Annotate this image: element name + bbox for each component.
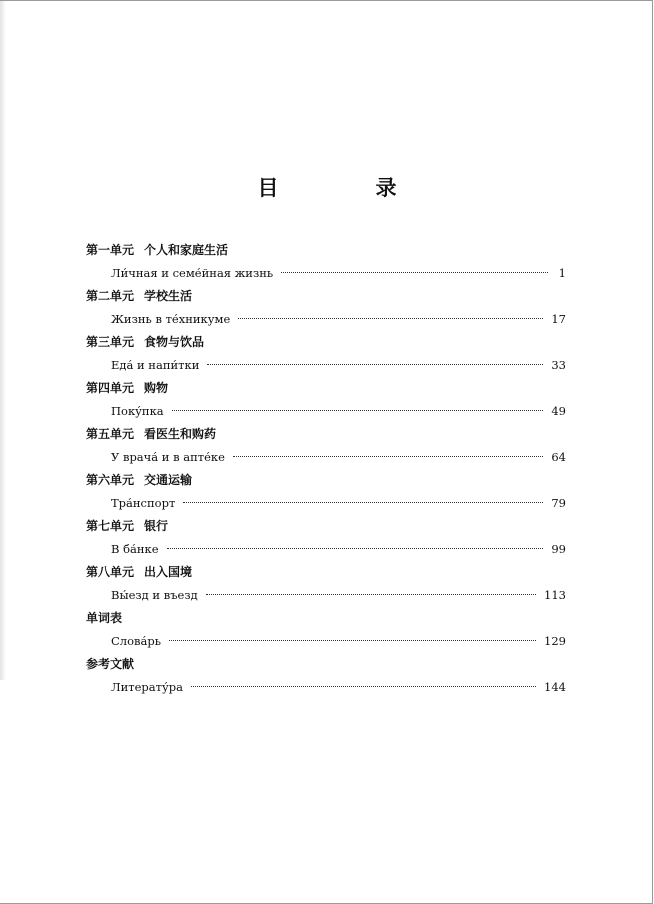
- entry-title: Поку́пка: [111, 404, 164, 418]
- dot-leader: [167, 548, 544, 549]
- toc-section-heading: [86, 332, 566, 355]
- toc-section-heading: [86, 424, 566, 447]
- page-title: 目 录: [257, 176, 435, 200]
- page-number: 79: [551, 496, 566, 510]
- entry-title: Вы́езд и въезд: [111, 588, 198, 602]
- entry-title: Ли́чная и семе́йная жизнь: [111, 266, 274, 280]
- entry-title: Слова́рь: [111, 634, 161, 648]
- page-edge-shadow: [0, 0, 6, 680]
- toc-entry[interactable]: [86, 263, 566, 286]
- unit-name: 看医生和购药: [144, 427, 217, 441]
- entry-title: У врача́ и в апте́ке: [111, 450, 225, 464]
- unit-name: 参考文献: [86, 657, 135, 671]
- page-number: 113: [544, 588, 566, 602]
- unit-number: 第一单元: [86, 243, 135, 257]
- toc-section-heading: [86, 286, 566, 309]
- toc-section-heading: [86, 608, 566, 631]
- toc-entry[interactable]: [86, 539, 566, 562]
- unit-number: 第七单元: [86, 519, 135, 533]
- page-number: 64: [551, 450, 566, 464]
- toc-section-heading: [86, 240, 566, 263]
- page-number: 33: [551, 358, 566, 372]
- toc-section-heading: [86, 562, 566, 585]
- entry-title: Литерату́ра: [111, 680, 183, 694]
- toc-section-heading: [86, 378, 566, 401]
- page-number: 99: [551, 542, 566, 556]
- dot-leader: [169, 640, 536, 641]
- toc-entry[interactable]: [86, 585, 566, 608]
- toc-entry[interactable]: [86, 447, 566, 470]
- entry-title: Тра́нспорт: [111, 496, 176, 510]
- unit-name: 单词表: [86, 611, 123, 625]
- dot-leader: [206, 594, 536, 595]
- unit-number: 第四单元: [86, 381, 135, 395]
- unit-number: 第五单元: [86, 427, 135, 441]
- page-number: 1: [558, 266, 566, 280]
- unit-number: 第六单元: [86, 473, 135, 487]
- unit-name: 交通运输: [144, 473, 193, 487]
- entry-title: В ба́нке: [111, 542, 159, 556]
- page-number: 17: [551, 312, 566, 326]
- dot-leader: [183, 502, 543, 503]
- dot-leader: [207, 364, 543, 365]
- unit-name: 出入国境: [144, 565, 193, 579]
- unit-name: 学校生活: [144, 289, 193, 303]
- unit-name: 银行: [144, 519, 169, 533]
- table-of-contents: [86, 240, 566, 700]
- entry-title: Жизнь в те́хникуме: [111, 312, 231, 326]
- dot-leader: [233, 456, 543, 457]
- dot-leader: [238, 318, 543, 319]
- unit-number: 第八单元: [86, 565, 135, 579]
- toc-entry[interactable]: [86, 631, 566, 654]
- toc-entry[interactable]: [86, 401, 566, 424]
- toc-section-heading: [86, 470, 566, 493]
- dot-leader: [172, 410, 544, 411]
- dot-leader: [191, 686, 536, 687]
- page-number: 144: [544, 680, 566, 694]
- unit-number: 第二单元: [86, 289, 135, 303]
- toc-section-heading: [86, 516, 566, 539]
- unit-number: 第三单元: [86, 335, 135, 349]
- toc-entry[interactable]: [86, 355, 566, 378]
- unit-name: 购物: [144, 381, 169, 395]
- unit-name: 个人和家庭生活: [144, 243, 229, 257]
- dot-leader: [281, 272, 548, 273]
- toc-entry[interactable]: [86, 309, 566, 332]
- toc-entry[interactable]: [86, 493, 566, 516]
- page-number: 129: [544, 634, 566, 648]
- unit-name: 食物与饮品: [144, 335, 205, 349]
- toc-section-heading: [86, 654, 566, 677]
- toc-entry[interactable]: [86, 677, 566, 700]
- page-number: 49: [551, 404, 566, 418]
- entry-title: Еда́ и напи́тки: [111, 358, 200, 372]
